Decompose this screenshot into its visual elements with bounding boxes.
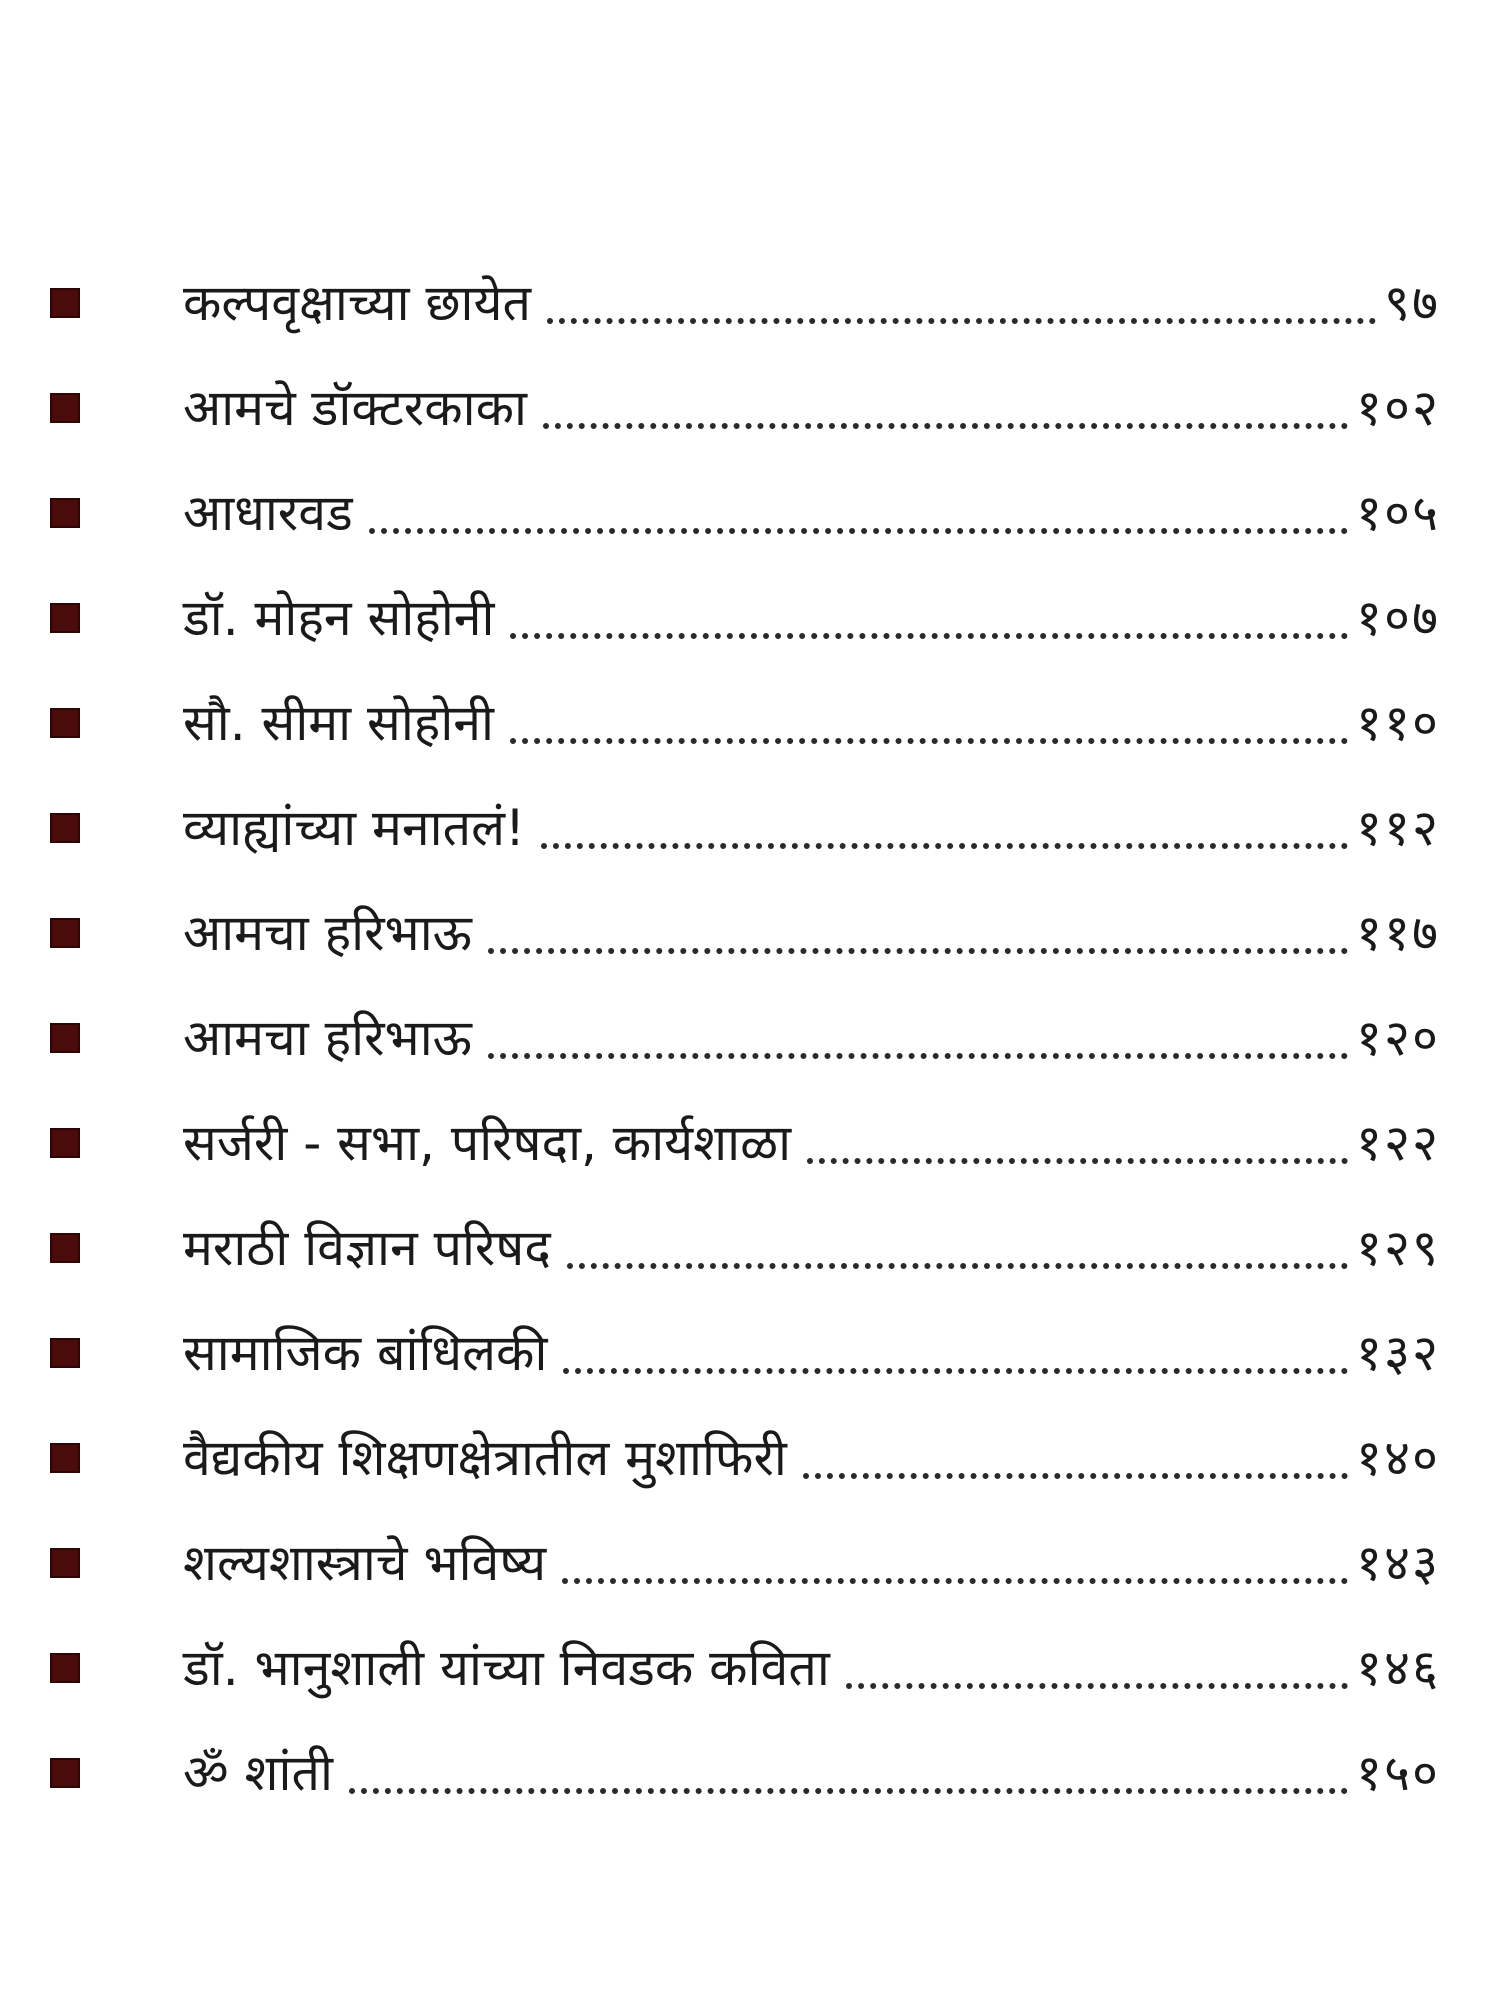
toc-entry-page-number: १२९: [1356, 1219, 1440, 1277]
toc-entry-title: डॉ. भानुशाली यांच्या निवडक कविता: [183, 1639, 830, 1697]
toc-entry-title: आमचा हरिभाऊ: [183, 904, 472, 962]
toc-line: [183, 573, 1440, 663]
dot-leader: [846, 1683, 1348, 1689]
square-bullet-icon: [50, 918, 80, 948]
square-bullet-icon: [50, 1233, 80, 1263]
toc-entry-page-number: १०७: [1356, 589, 1440, 647]
square-bullet-icon: [50, 1128, 80, 1158]
square-bullet-icon: [50, 498, 80, 528]
dot-leader: [510, 738, 1348, 744]
toc-line: [183, 1518, 1440, 1608]
toc-entry[interactable]: [0, 1623, 1500, 1728]
toc-entry[interactable]: [0, 573, 1500, 678]
toc-entry-title: कल्पवृक्षाच्या छायेत: [183, 274, 531, 332]
toc-entry[interactable]: [0, 1098, 1500, 1203]
square-bullet-icon: [50, 1758, 80, 1788]
toc-entry-title: आमचे डॉक्टरकाका: [183, 379, 527, 437]
toc-line: [183, 678, 1440, 768]
toc-line: [183, 1413, 1440, 1503]
toc-entry-title: आधारवड: [183, 484, 353, 542]
toc-entry-title: वैद्यकीय शिक्षणक्षेत्रातील मुशाफिरी: [183, 1429, 787, 1487]
square-bullet-icon: [50, 1338, 80, 1368]
toc-entry[interactable]: [0, 363, 1500, 468]
toc-entry[interactable]: [0, 1413, 1500, 1518]
toc-line: [183, 258, 1440, 348]
toc-line: [183, 1203, 1440, 1293]
toc-entry-title: ॐ शांती: [183, 1744, 333, 1802]
dot-leader: [807, 1158, 1348, 1164]
dot-leader: [488, 1053, 1348, 1059]
dot-leader: [543, 423, 1348, 429]
toc-entry-page-number: १३२: [1356, 1324, 1440, 1382]
toc-entry-title: मराठी विज्ञान परिषद: [183, 1219, 551, 1277]
table-of-contents: [0, 258, 1500, 1833]
toc-line: [183, 993, 1440, 1083]
toc-entry-page-number: ११७: [1356, 904, 1440, 962]
dot-leader: [567, 1263, 1348, 1269]
toc-entry-page-number: १४०: [1356, 1429, 1440, 1487]
toc-entry-page-number: १५०: [1356, 1744, 1440, 1802]
toc-line: [183, 468, 1440, 558]
dot-leader: [488, 948, 1348, 954]
square-bullet-icon: [50, 1653, 80, 1683]
square-bullet-icon: [50, 288, 80, 318]
toc-entry[interactable]: [0, 993, 1500, 1098]
toc-entry[interactable]: [0, 258, 1500, 363]
toc-line: [183, 1728, 1440, 1818]
toc-entry-title: शल्यशास्त्राचे भविष्य: [183, 1534, 547, 1592]
square-bullet-icon: [50, 1023, 80, 1053]
toc-line: [183, 363, 1440, 453]
square-bullet-icon: [50, 1548, 80, 1578]
toc-entry[interactable]: [0, 1728, 1500, 1833]
toc-entry[interactable]: [0, 468, 1500, 573]
toc-entry[interactable]: [0, 783, 1500, 888]
toc-entry-page-number: १०२: [1356, 379, 1440, 437]
toc-entry-page-number: ९७: [1384, 274, 1440, 332]
dot-leader: [547, 318, 1376, 324]
toc-entry-title: आमचा हरिभाऊ: [183, 1009, 472, 1067]
toc-entry[interactable]: [0, 1308, 1500, 1413]
toc-line: [183, 1308, 1440, 1398]
dot-leader: [369, 528, 1348, 534]
toc-line: [183, 1623, 1440, 1713]
dot-leader: [541, 843, 1348, 849]
dot-leader: [803, 1473, 1348, 1479]
toc-entry-page-number: १४३: [1356, 1534, 1440, 1592]
square-bullet-icon: [50, 393, 80, 423]
toc-entry-title: सामाजिक बांधिलकी: [183, 1324, 548, 1382]
dot-leader: [349, 1788, 1348, 1794]
toc-line: [183, 783, 1440, 873]
toc-entry-title: सर्जरी - सभा, परिषदा, कार्यशाळा: [183, 1114, 792, 1172]
toc-entry[interactable]: [0, 888, 1500, 993]
toc-line: [183, 1098, 1440, 1188]
toc-entry-page-number: १०५: [1356, 484, 1440, 542]
dot-leader: [563, 1368, 1348, 1374]
toc-entry-title: सौ. सीमा सोहोनी: [183, 694, 494, 752]
toc-entry[interactable]: [0, 1518, 1500, 1623]
toc-entry-page-number: १४६: [1356, 1639, 1440, 1697]
toc-entry-title: डॉ. मोहन सोहोनी: [183, 589, 495, 647]
dot-leader: [562, 1578, 1348, 1584]
toc-entry[interactable]: [0, 678, 1500, 783]
dot-leader: [510, 633, 1348, 639]
toc-entry-title: व्याह्यांच्या मनातलं!: [183, 799, 526, 857]
square-bullet-icon: [50, 603, 80, 633]
toc-entry-page-number: ११२: [1356, 799, 1440, 857]
toc-entry-page-number: ११०: [1356, 694, 1440, 752]
toc-entry-page-number: १२०: [1356, 1009, 1440, 1067]
toc-entry[interactable]: [0, 1203, 1500, 1308]
toc-line: [183, 888, 1440, 978]
toc-entry-page-number: १२२: [1356, 1114, 1440, 1172]
square-bullet-icon: [50, 1443, 80, 1473]
square-bullet-icon: [50, 813, 80, 843]
square-bullet-icon: [50, 708, 80, 738]
